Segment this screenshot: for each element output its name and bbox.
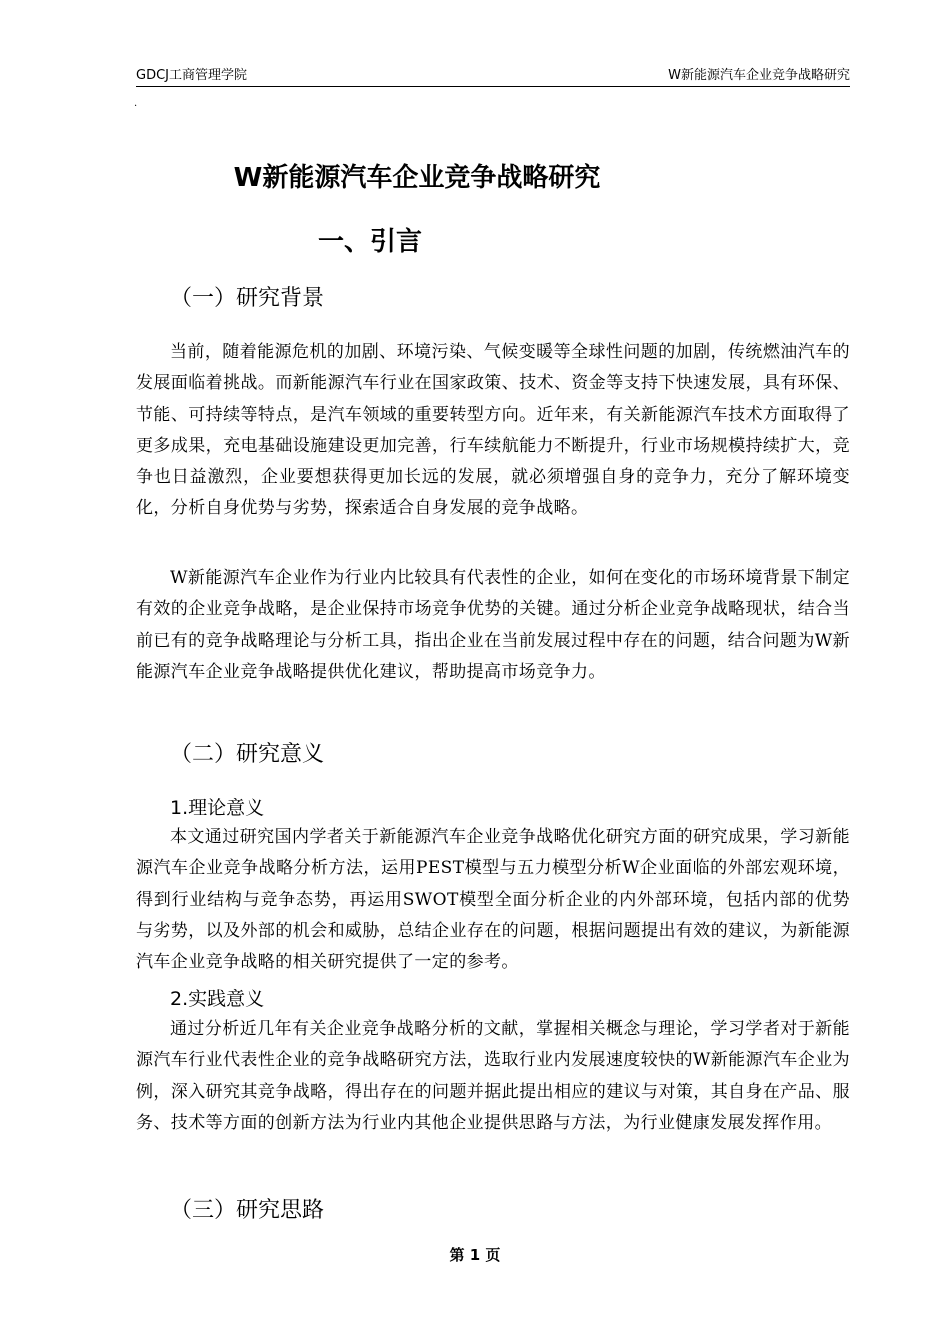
heading-practical-significance: 2.实践意义 — [170, 988, 265, 1010]
page-number: 第 1 页 — [449, 1246, 501, 1264]
subsection-heading-background: （一）研究背景 — [170, 286, 325, 311]
background-paragraph-2: W新能源汽车企业作为行业内比较具有代表性的企业，如何在变化的市场环境背景下制定有效的企业竞争战略，是企业保持市场竞争优势的关键。通过分析企业竞争战略现状，结合当前已有的竞争战略理论与分析工具，指出企业在当前发展过程中存在的问题，结合问题为W新能源汽车企业竞争战略提供优化建议，帮助提高市场竞争力。 — [136, 568, 850, 682]
header-marker: . — [134, 98, 138, 109]
page-header — [136, 66, 850, 87]
header-institution: GDCJ工商管理学院 — [136, 68, 247, 83]
heading-theoretical-significance: 1.理论意义 — [170, 797, 265, 819]
section-heading-introduction: 一、引言 — [318, 227, 423, 257]
practical-significance-paragraph: 通过分析近几年有关企业竞争战略分析的文献，掌握相关概念与理论，学习学者对于新能源汽车行业代表性企业的竞争战略研究方法，选取行业内发展速度较快的W新能源汽车企业为例，深入研究其竞争战略，得出存在的问题并据此提出相应的建议与对策，其自身在产品、服务、技术等方面的创新方法为行业内其他企业提供思路与方法，为行业健康发展发挥作用。 — [136, 1019, 850, 1133]
background-paragraph-1: 当前，随着能源危机的加剧、环境污染、气候变暖等全球性问题的加剧，传统燃油汽车的发展面临着挑战。而新能源汽车行业在国家政策、技术、资金等支持下快速发展，具有环保、节能、可持续等特点，是汽车领域的重要转型方向。近年来，有关新能源汽车技术方面取得了更多成果，充电基础设施建设更加完善，行车续航能力不断提升，行业市场规模持续扩大，竞争也日益激烈，企业要想获得更加长远的发展，就必须增强自身的竞争力，充分了解环境变化，分析自身优势与劣势，探索适合自身发展的竞争战略。 — [136, 342, 850, 519]
subsection-heading-approach: （三）研究思路 — [170, 1198, 325, 1223]
subsection-heading-significance: （二）研究意义 — [170, 742, 325, 767]
theoretical-significance-paragraph: 本文通过研究国内学者关于新能源汽车企业竞争战略优化研究方面的研究成果，学习新能源汽车企业竞争战略分析方法，运用PEST模型与五力模型分析W企业面临的外部宏观环境，得到行业结构与竞争态势，再运用SWOT模型全面分析企业的内外部环境，包括内部的优势与劣势，以及外部的机会和威胁，总结企业存在的问题，根据问题提出有效的建议，为新能源汽车企业竞争战略的相关研究提供了一定的参考。 — [136, 827, 850, 973]
paper-title: W新能源汽车企业竞争战略研究 — [233, 163, 601, 193]
header-paper-title: W新能源汽车企业竞争战略研究 — [668, 68, 850, 83]
